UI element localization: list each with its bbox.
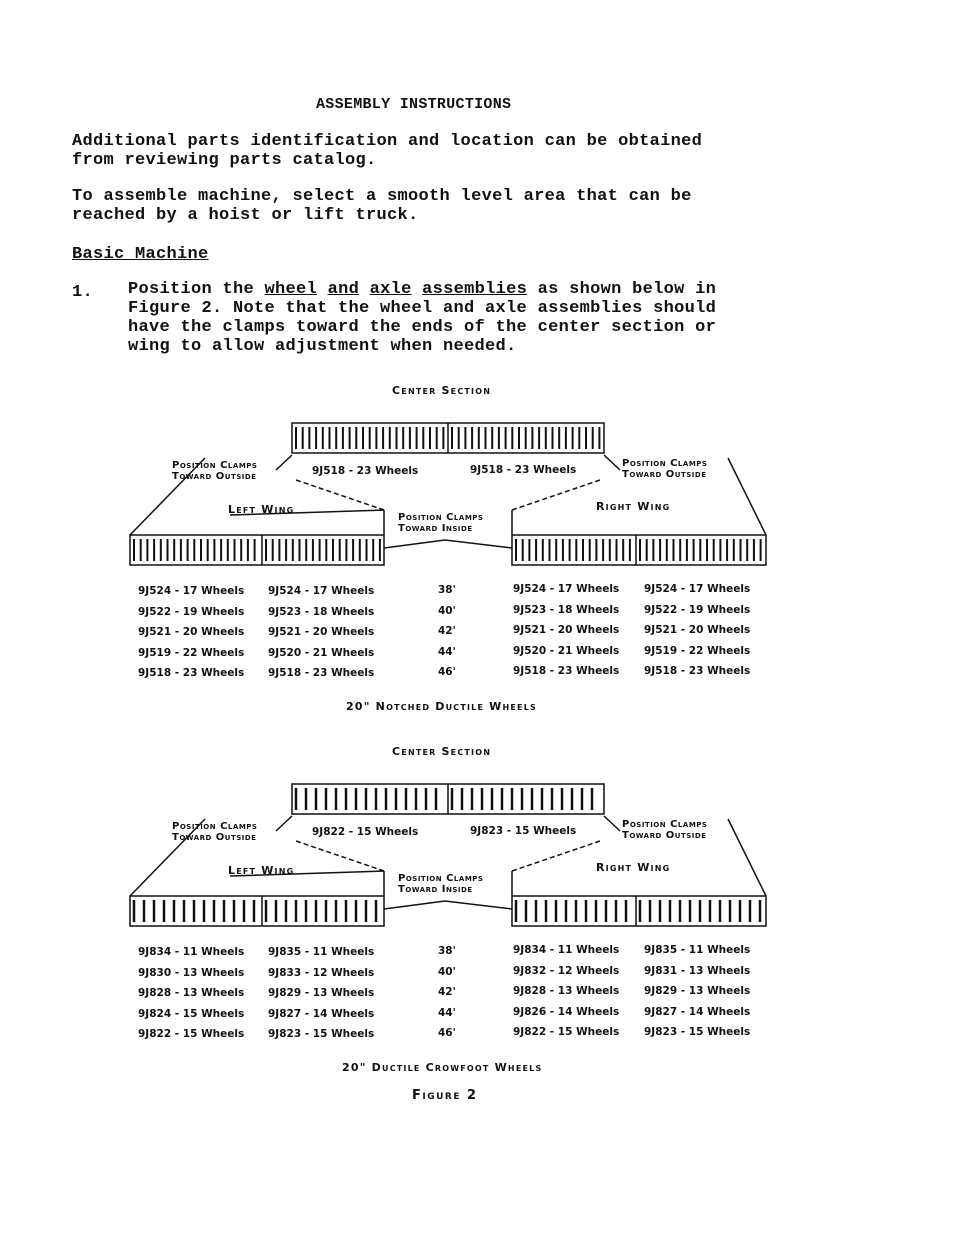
intro-line: from reviewing parts catalog. [72,151,377,170]
step-underlined-word: axle [369,280,412,299]
step-underlined-word: wheel [264,280,318,299]
machine-size: 38' [438,945,456,957]
part-entry: 9J824 - 15 Wheels [138,1007,245,1020]
step-underlined-word: assemblies [422,280,528,299]
parts-column-3 [513,940,619,1043]
assembly-line: To assemble machine, select a smooth level area that can be [72,187,692,206]
part-entry: 9J823 - 15 Wheels [268,1028,375,1040]
part-entry: 9J518 - 23 Wheels [268,667,375,679]
center-section-label: Center Section [392,745,492,758]
clamp-note-line: Position Clamps [622,458,708,469]
step-underlined-word: and [327,280,360,299]
clamp-note-line: Toward Outside [172,832,257,843]
part-entry: 9J522 - 19 Wheels [644,603,751,616]
figure-caption: Figure 2 [412,1088,478,1103]
inside-clamp-note [398,873,483,895]
machine-size: 42' [438,986,456,998]
machine-size: 46' [438,1027,456,1039]
step-text-post: as shown below in [527,280,717,299]
part-entry: 9J518 - 23 Wheels [644,665,751,677]
part-entry: 9J521 - 20 Wheels [138,626,245,638]
part-entry: 9J524 - 17 Wheels [268,585,375,597]
part-entry: 9J520 - 21 Wheels [268,646,375,659]
parts-column-1 [138,942,244,1045]
part-entry: 9J822 - 15 Wheels [513,1026,620,1038]
part-entry: 9J524 - 17 Wheels [644,583,751,595]
part-entry: 9J828 - 13 Wheels [513,985,620,997]
part-entry: 9J518 - 23 Wheels [513,665,620,677]
part-entry: 9J830 - 13 Wheels [138,966,245,979]
assembly-line: reached by a hoist or lift truck. [72,206,419,225]
part-entry: 9J835 - 11 Wheels [268,946,375,958]
wheel-type-caption: 20" Notched Ductile Wheels [346,700,537,713]
machine-size: 38' [438,584,456,596]
right-wing-label: Right Wing [596,861,671,874]
part-entry: 9J828 - 13 Wheels [138,987,245,999]
part-entry: 9J521 - 20 Wheels [644,624,751,636]
clamp-note-line: Toward Outside [622,830,707,841]
step-line: wing to allow adjustment when needed. [128,337,517,356]
part-entry: 9J831 - 13 Wheels [644,964,751,977]
left-wing-label: Left Wing [228,864,295,877]
section-heading: Basic Machine [72,245,209,264]
clamp-note-line: Position Clamps [398,512,484,523]
part-entry: 9J829 - 13 Wheels [268,987,375,999]
step-text-pre: Position the [128,280,265,299]
machine-size: 44' [438,1006,456,1019]
machine-size: 44' [438,645,456,658]
step-line: Figure 2. Note that the wheel and axle assemblies should [128,299,717,318]
center-left-part: 9J822 - 15 Wheels [312,826,419,838]
clamp-note-line: Toward Inside [398,884,473,895]
step-number: 1. [72,283,94,302]
step-line: have the clamps toward the ends of the center section or [128,318,717,337]
clamp-note-line: Toward Outside [172,471,257,482]
part-entry: 9J826 - 14 Wheels [513,1005,620,1018]
part-entry: 9J523 - 18 Wheels [268,605,375,618]
center-section-label: Center Section [392,384,492,397]
part-entry: 9J833 - 12 Wheels [268,966,375,979]
parts-column-4 [644,940,750,1043]
part-entry: 9J523 - 18 Wheels [513,603,620,616]
part-entry: 9J827 - 14 Wheels [644,1005,751,1018]
part-entry: 9J827 - 14 Wheels [268,1007,375,1020]
part-entry: 9J524 - 17 Wheels [138,585,245,597]
parts-column-2 [268,942,374,1045]
part-entry: 9J823 - 15 Wheels [644,1026,751,1038]
machine-size: 42' [438,625,456,637]
center-right-part: 9J823 - 15 Wheels [470,825,577,837]
part-entry: 9J832 - 12 Wheels [513,964,620,977]
intro-line: Additional parts identification and location can be obtained [72,132,703,151]
part-entry: 9J522 - 19 Wheels [138,605,245,618]
clamp-note-line: Toward Outside [622,469,707,480]
part-entry: 9J521 - 20 Wheels [513,624,620,636]
center-left-part: 9J518 - 23 Wheels [312,465,419,477]
part-entry: 9J521 - 20 Wheels [268,626,375,638]
part-entry: 9J834 - 11 Wheels [138,946,245,958]
part-entry: 9J519 - 22 Wheels [138,646,245,659]
left-wing-label: Left Wing [228,503,295,516]
page-title: ASSEMBLY INSTRUCTIONS [316,96,512,113]
part-entry: 9J829 - 13 Wheels [644,985,751,997]
part-entry: 9J835 - 11 Wheels [644,944,751,956]
machine-size: 40' [438,604,456,617]
machine-size: 40' [438,965,456,978]
part-entry: 9J520 - 21 Wheels [513,644,620,657]
right-clamp-note [622,819,707,841]
machine-size-column [438,941,456,1044]
right-wing-label: Right Wing [596,500,671,513]
part-entry: 9J822 - 15 Wheels [138,1028,245,1040]
center-right-part: 9J518 - 23 Wheels [470,464,577,476]
diagram-crowfoot [0,361,954,1121]
part-entry: 9J518 - 23 Wheels [138,667,245,679]
left-clamp-note [172,821,257,843]
part-entry: 9J519 - 22 Wheels [644,644,751,657]
wheel-type-caption: 20" Ductile Crowfoot Wheels [342,1061,543,1074]
clamp-note-line: Position Clamps [398,873,484,884]
clamp-note-line: Position Clamps [172,821,258,832]
machine-size: 46' [438,666,456,678]
part-entry: 9J834 - 11 Wheels [513,944,620,956]
part-entry: 9J524 - 17 Wheels [513,583,620,595]
clamp-note-line: Position Clamps [172,460,258,471]
clamp-note-line: Position Clamps [622,819,708,830]
clamp-note-line: Toward Inside [398,523,473,534]
